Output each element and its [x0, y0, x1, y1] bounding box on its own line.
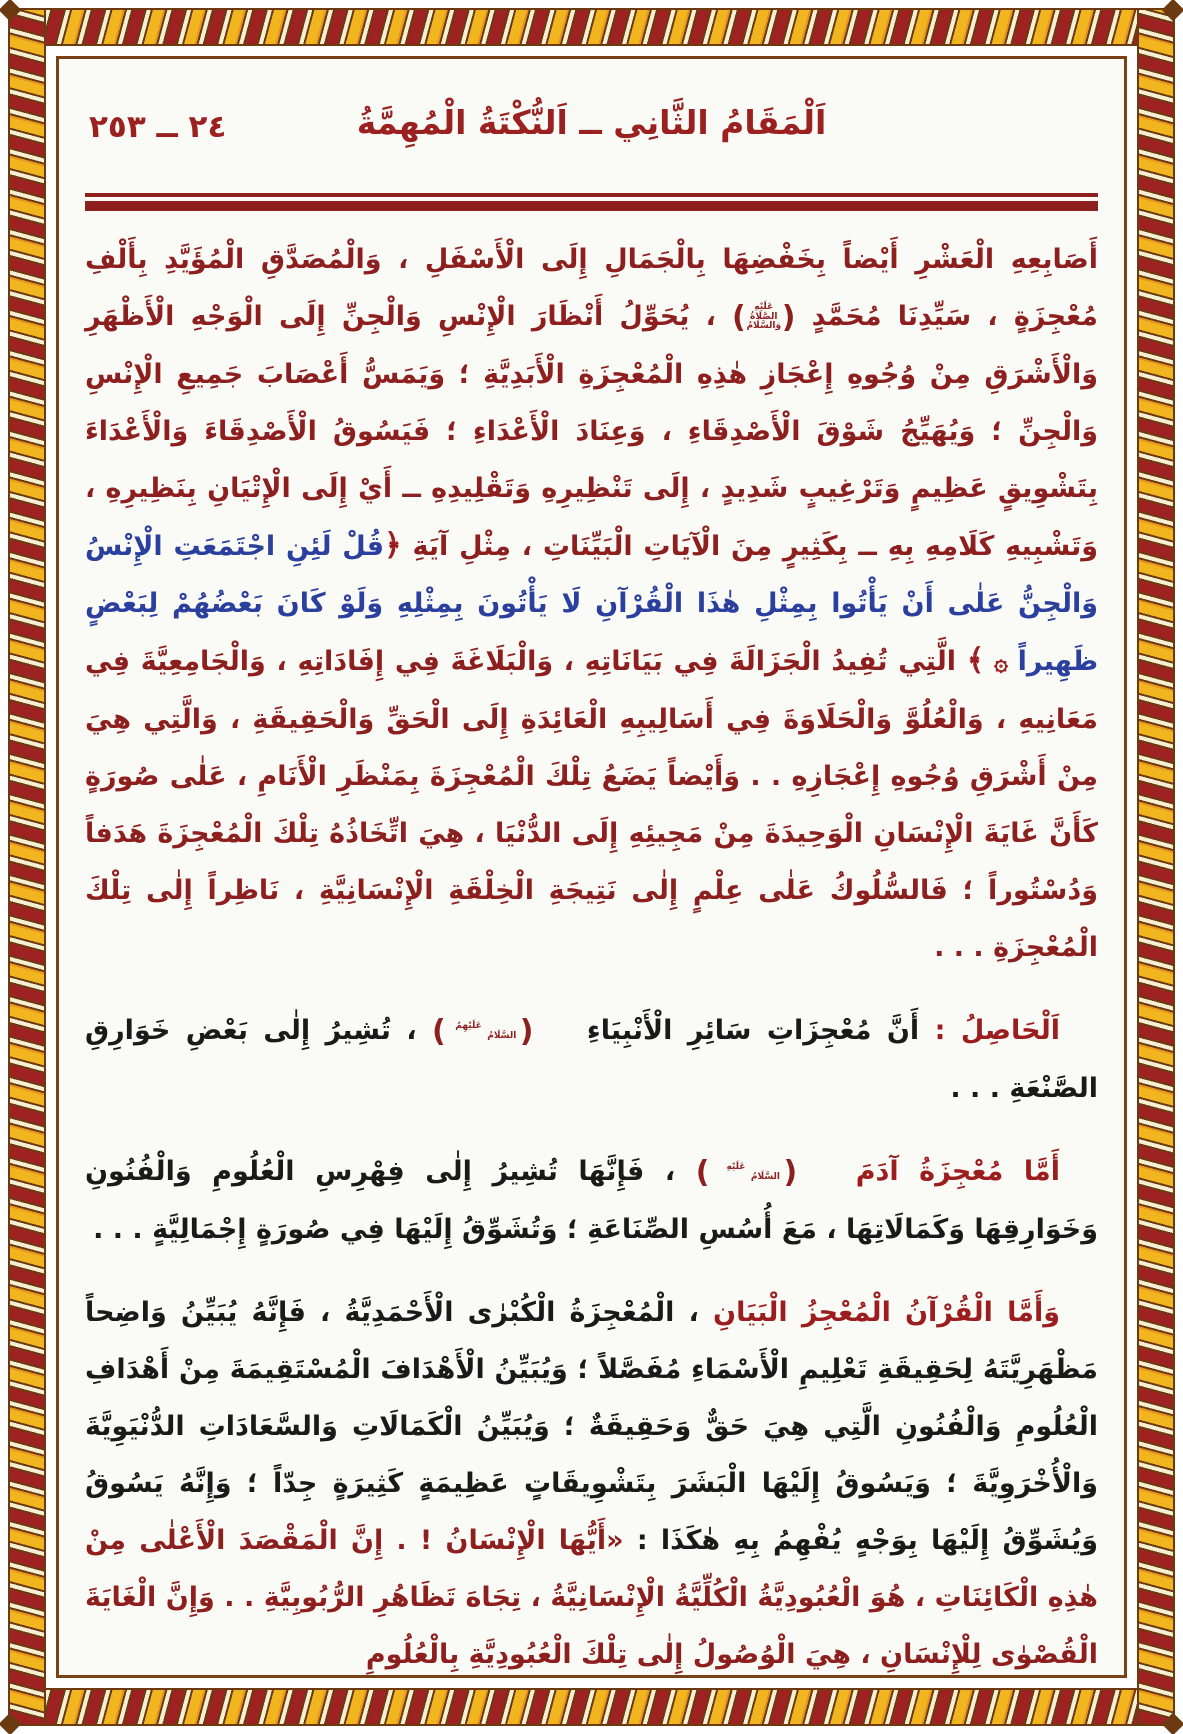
border-chain-bottom — [8, 1688, 1175, 1726]
section-title: اَلْمَقَامُ الثَّانِي ــ اَلنُّكْتَةُ الْمُهِمَّةُ — [356, 103, 827, 142]
keyword-alhasil: اَلْحَاصِلُ : — [919, 1015, 1061, 1046]
ornate-bracket-open: ﴿ — [384, 528, 402, 563]
text-run: ، يُحَوِّلُ أَنْظَارَ الْإِنْسِ وَالْجِنِّ إِلَى الْوَجْهِ الْأَظْهَرِ وَالْأَشْرَقِ مِنْ وُجُوهِ إِعْجَازِ هٰذِهِ الْمُعْجِزَةِ الْأَبَدِيَّةِ ؛ وَيَمَسُّ أَعْصَابَ جَمِيعِ الْإِنْسِ وَالْجِنِّ ؛ وَيُهَيِّجُ شَوْقَ الْأَصْدِقَاءِ ، وَعِنَادَ الْأَعْدَاءِ ؛ فَيَسُوقُ الْأَصْدِقَاءَ وَالْأَعْدَاءَ بِتَشْوِيقٍ عَظِيمٍ وَتَرْغِيبٍ شَدِيدٍ ، إِلَى تَنْظِيرِهِ وَتَقْلِيدِهِ ــ أَيْ إِلَى الْإِتْيَانِ بِنَظِيرِهِ ، وَتَشْبِيهِ كَلَامِهِ بِهِ ــ بِكَثِيرٍ مِنَ الْآيَاتِ الْبَيِّنَاتِ ، مِثْلِ آيَةِ — [85, 301, 1098, 562]
header-divider — [85, 193, 1098, 211]
honorific-stamp: ( عَلَيْهِ السَّلَامُ — [726, 1161, 780, 1182]
honorific-prophets — [432, 1003, 571, 1060]
keyword-adam: أَمَّا مُعْجِزَةُ آدَمَ — [835, 1156, 1060, 1187]
honorific-adam — [696, 1144, 835, 1201]
honorific-stamp: ( عَلَيْهِمُ السَّلَامُ — [455, 1020, 517, 1041]
divider-thin-rule — [85, 193, 1098, 197]
paragraph-opening — [85, 231, 1098, 976]
ornate-bracket-close: ﴾ — [966, 643, 985, 678]
quote-o-man: «أَيُّهَا الْإِنْسَانُ ! . إِنَّ الْمَقْصَدَ الْأَعْلٰى مِنْ هٰذِهِ الْكَائِنَاتِ ، هُوَ الْعُبُودِيَّةُ الْكُلِّيَّةُ الْإِنْسَانِيَّةُ ، تِجَاهَ تَظَاهُرِ الرُّبُوبِيَّةِ . . وَإِنَّ الْغَايَةَ الْقُصْوٰى لِلْإِنْسَانِ ، هِيَ الْوُصُولُ إِلٰى تِلْكَ الْعُبُودِيَّةِ بِالْعُلُومِ — [85, 1525, 1098, 1670]
text-run: ، فَإِنَّهَا تُشِيرُ إِلٰى فِهْرِسِ الْعُلُومِ وَالْفُنُونِ وَخَوَارِقِهَا وَكَمَالَاتِهَا ، مَعَ أُسُسِ الصِّنَاعَةِ ؛ وَتُشَوِّقُ إِلَيْهَا فِي صُورَةٍ إِجْمَالِيَّةٍ . . . — [85, 1156, 1098, 1245]
paragraph-quran-miracle — [85, 1284, 1098, 1683]
text-run: أَصَابِعِهِ الْعَشْرِ أَيْضاً بِخَفْضِهَا بِالْجَمَالِ إِلَى الْأَسْفَلِ ، وَالْمُصَدَّقِ الْمُؤَيَّدِ بِأَلْفِ مُعْجِزَةٍ ، سَيِّدِنَا مُحَمَّدٍ — [85, 244, 1099, 332]
page-number: ٢٤ ــ ٢٥٣ — [89, 109, 227, 145]
border-chain-left — [8, 8, 46, 1726]
divider-thick-rule — [85, 201, 1098, 211]
rub-el-hizb-ornament: ۞ — [984, 648, 1018, 676]
quran-verse: قُلْ لَئِنِ اجْتَمَعَتِ الْإِنْسُ وَالْجِنُّ عَلٰى أَنْ يَأْتُوا بِمِثْلِ هٰذَا الْقُرْآنِ لَا يَأْتُونَ بِمِثْلِهِ وَلَوْ كَانَ بَعْضُهُمْ لِبَعْضٍ ظَهِيراً — [85, 531, 1098, 677]
border-chain-right — [1137, 8, 1175, 1726]
honorific-pbuh-muhammad — [732, 289, 795, 346]
body-text-block — [85, 217, 1098, 1683]
paragraph-adam-miracle — [85, 1143, 1098, 1258]
paragraph-alhasil — [85, 1002, 1098, 1117]
page-content — [56, 56, 1127, 1678]
text-run: الَّتِي تُفِيدُ الْجَزَالَةَ فِي بَيَانَاتِهِ ، وَالْبَلَاغَةَ فِي إِفَادَاتِهِ ، وَالْجَامِعِيَّةَ فِي مَعَانِيهِ ، وَالْعُلُوَّ وَالْحَلَاوَةَ فِي أَسَالِيبِهِ الْعَائِدَةِ إِلَى الْحَقِّ وَالْحَقِيقَةِ ، وَالَّتِي هِيَ مِنْ أَشْرَقِ وُجُوهِ إِعْجَازِهِ . . وَأَيْضاً يَضَعُ تِلْكَ الْمُعْجِزَةَ بِمَنْظَرِ الْأَنَامِ ، عَلٰى صُورَةٍ كَأَنَّ غَايَةَ الْإِنْسَانِ الْوَحِيدَةَ مِنْ مَجِيئِهِ إِلَى الدُّنْيَا ، هِيَ اتِّخَاذُهُ تِلْكَ الْمُعْجِزَةَ هَدَفاً وَدُسْتُوراً ؛ فَالسُّلُوكُ عَلٰى عِلْمٍ إِلٰى نَتِيجَةِ الْخِلْقَةِ الْإِنْسَانِيَّةِ ، نَاظِراً إِلٰى تِلْكَ الْمُعْجِزَةِ . . . — [85, 646, 1098, 963]
text-run: أَنَّ مُعْجِزَاتِ سَائِرِ الْأَنْبِيَاءِ — [571, 1015, 920, 1046]
text-run: ، الْمُعْجِزَةُ الْكُبْرٰى الْأَحْمَدِيَّةُ ، فَإِنَّهُ يُبَيِّنُ وَاضِحاً مَظْهَرِيَّتَهُ لِحَقِيقَةِ تَعْلِيمِ الْأَسْمَاءِ مُفَصَّلاً ؛ وَيُبَيِّنُ الْأَهْدَافَ الْمُسْتَقِيمَةَ مِنْ أَهْدَافِ الْعُلُومِ وَالْفُنُونِ الَّتِي هِيَ حَقٌّ وَحَقِيقَةٌ ؛ وَيُبَيِّنُ الْكَمَالَاتِ وَالسَّعَادَاتِ الدُّنْيَوِيَّةَ وَالْأُخْرَوِيَّةَ ؛ وَيَسُوقُ إِلَيْهَا الْبَشَرَ بِتَشْوِيقَاتٍ عَظِيمَةٍ كَثِيرَةٍ جِدّاً ؛ وَإِنَّهُ يَسُوقُ وَيُشَوِّقُ إِلَيْهَا بِوَجْهٍ يُفْهِمُ بِهِ هٰكَذَا : — [85, 1297, 1098, 1556]
border-chain-top — [8, 8, 1175, 46]
honorific-stamp: ( عَلَيْهِ الصَّلَاةُ وَالسَّلَامُ — [746, 301, 782, 332]
page-header — [85, 75, 1098, 181]
keyword-quran: وَأَمَّا الْقُرْآنُ الْمُعْجِزُ الْبَيَانِ — [713, 1297, 1060, 1328]
text-run: ، تُشِيرُ إِلٰى بَعْضِ خَوَارِقِ الصَّنْعَةِ . . . — [85, 1015, 1098, 1104]
